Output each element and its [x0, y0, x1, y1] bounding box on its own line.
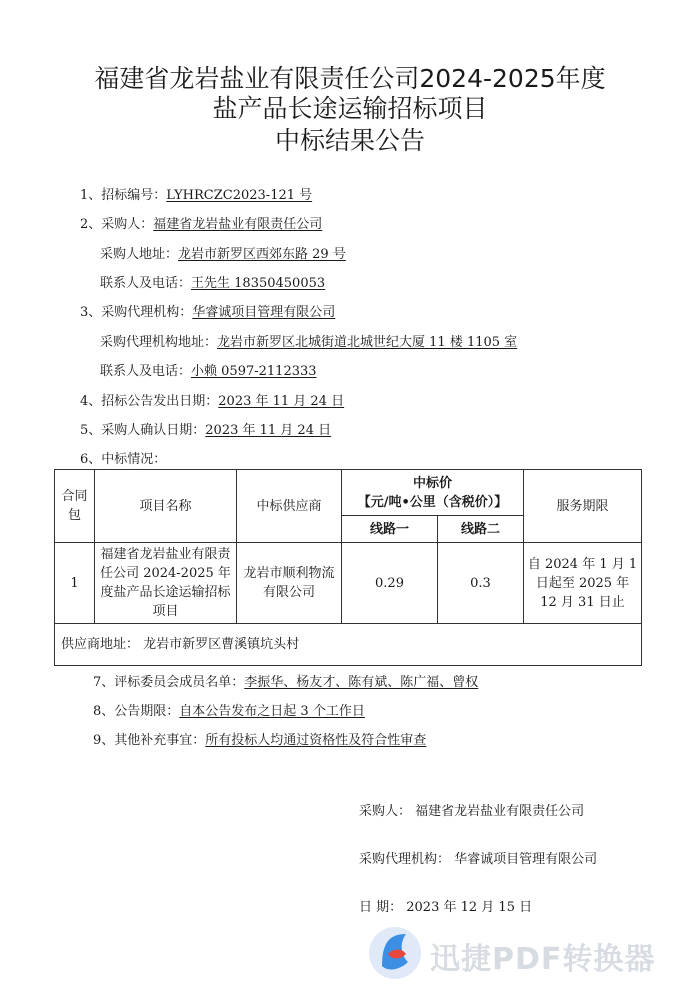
- item-agency-contact: [100, 363, 317, 381]
- item-committee: [93, 674, 478, 692]
- table-address-row: [55, 624, 642, 666]
- cell-project: 福建省龙岩盐业有限责任公司 2024-2025 年度盐产品长途运输招标项目: [95, 543, 237, 624]
- item-value: 自本公告发布之日起 3 个工作日: [179, 704, 365, 719]
- header-supplier: 中标供应商: [237, 470, 342, 543]
- item-announcement-period: [93, 703, 365, 721]
- table-row: [55, 543, 642, 624]
- signature-agent: 采购代理机构： 华睿诚项目管理有限公司: [359, 852, 598, 867]
- signature-date: 日 期： 2023 年 12 月 15 日: [359, 900, 533, 915]
- item-purchaser-address: [100, 246, 346, 264]
- item-label: 8、公告期限：: [93, 704, 180, 719]
- item-value: 2023 年 11 月 24 日: [205, 423, 332, 438]
- item-confirm-date: [80, 422, 331, 440]
- signature-buyer: 采购人： 福建省龙岩盐业有限责任公司: [359, 804, 585, 819]
- item-purchaser: [80, 216, 322, 234]
- header-price-unit: 【元/吨•公里（含税价）】: [357, 494, 508, 510]
- item-agency-address: [100, 334, 517, 352]
- item-label: 采购代理机构地址：: [100, 335, 218, 350]
- cell-route-1: 0.29: [342, 543, 438, 624]
- title-line-3: 中标结果公告: [274, 126, 425, 155]
- item-agency: [80, 304, 335, 322]
- item-value: LYHRCZC2023-121 号: [166, 188, 313, 203]
- item-value: 福建省龙岩盐业有限责任公司: [153, 217, 323, 232]
- cell-supplier: 龙岩市顺利物流有限公司: [237, 543, 342, 624]
- item-value: 龙岩市新罗区北城街道北城世纪大厦 11 楼 1105 室: [217, 335, 518, 350]
- cell-supplier-address: 供应商地址： 龙岩市新罗区曹溪镇坑头村: [55, 624, 642, 666]
- item-value: 小赖 0597-2112333: [191, 364, 317, 379]
- item-label: 9、其他补充事宜：: [93, 733, 206, 748]
- award-table: [54, 469, 642, 666]
- item-value: 所有投标人均通过资格性及符合性审查: [205, 733, 427, 748]
- cell-period: 自 2024 年 1 月 1 日起至 2025 年 12 月 31 日止: [524, 543, 642, 624]
- item-label: 1、招标编号：: [80, 188, 167, 203]
- item-value: 李振华、杨友才、陈有斌、陈广福、曾权: [244, 675, 479, 690]
- item-value: 华睿诚项目管理有限公司: [192, 305, 336, 320]
- title-line-2: 盐产品长途运输招标项目: [212, 94, 488, 123]
- item-label: 3、采购代理机构：: [80, 305, 193, 320]
- header-price-label: 中标价: [412, 475, 452, 491]
- item-value: 2023 年 11 月 24 日: [218, 394, 345, 409]
- item-other-matters: [93, 732, 426, 750]
- header-project: 项目名称: [95, 470, 237, 543]
- table-header-row: [55, 470, 642, 516]
- item-label: 2、采购人：: [80, 217, 154, 232]
- item-label: 采购人地址：: [100, 247, 179, 262]
- header-price: [342, 470, 524, 516]
- header-period: 服务期限: [524, 470, 642, 543]
- header-route-1: 线路一: [342, 516, 438, 543]
- item-label: 联系人及电话：: [100, 276, 192, 291]
- item-label: 4、招标公告发出日期：: [80, 394, 219, 409]
- item-announcement-date: [80, 393, 344, 411]
- title-line-1: 福建省龙岩盐业有限责任公司2024-2025年度: [94, 64, 606, 93]
- header-contract: 合同包: [55, 470, 95, 543]
- cell-route-2: 0.3: [438, 543, 524, 624]
- item-label: 7、评标委员会成员名单：: [93, 675, 245, 690]
- item-purchaser-contact: [100, 275, 325, 293]
- item-label: 联系人及电话：: [100, 364, 192, 379]
- item-value: 王先生 18350450053: [191, 276, 326, 291]
- header-route-2: 线路二: [438, 516, 524, 543]
- cell-contract: 1: [55, 543, 95, 624]
- item-bid-number: [80, 187, 312, 205]
- watermark-text: 迅捷PDF转换器: [430, 942, 656, 977]
- item-label: 5、采购人确认日期：: [80, 423, 206, 438]
- item-award-status: [80, 451, 166, 469]
- item-label: 6、中标情况：: [80, 452, 167, 467]
- item-value: 龙岩市新罗区西郊东路 29 号: [178, 247, 346, 262]
